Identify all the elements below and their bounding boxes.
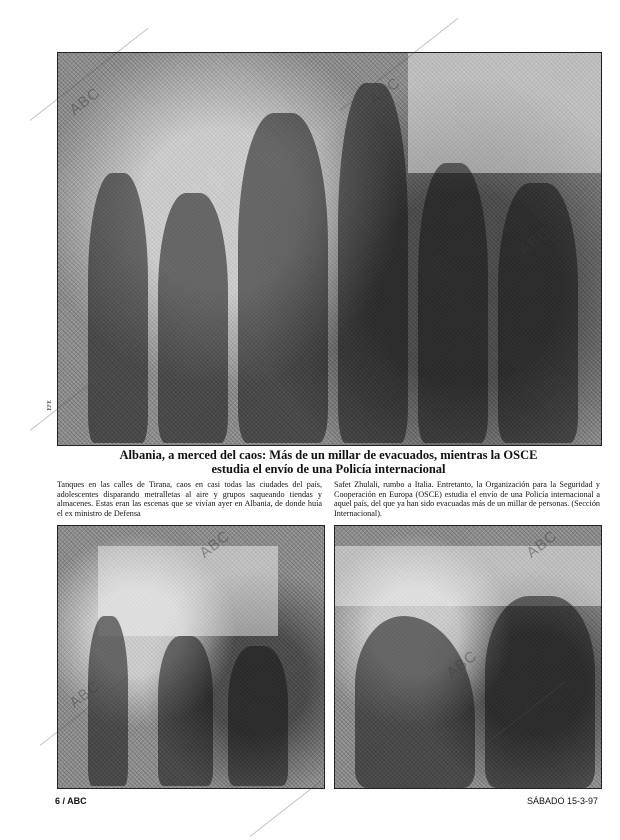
building-facade [98,546,278,636]
lower-right-photo [334,525,602,789]
person-silhouette [485,596,595,788]
person-silhouette [338,83,408,443]
caption-body-right: Safet Zhulali, rumbo a Italia. Entretanto, la Organización para la Seguridad y Cooperación en Europa (OSCE) estudia el envío de una Policía internacional a aquel país, del que ya han sido evacuadas más de un millar de personas. (Sección Internacional). [334,480,601,518]
lower-left-photo [57,525,325,789]
photo-credit: EFE [47,400,53,411]
person-silhouette [498,183,578,443]
caption-body-left: Tanques en las calles de Tirana, caos en casi todas las ciudades del país, adolescentes disparando metralletas al aire y grupos saqueando tiendas y almacenes. Estas eran las escenas que se vivían ayer en Albania, de donde huía el ex ministro de Defensa [57,480,322,518]
watermark-stamp: ABC [66,84,104,119]
person-silhouette [158,636,213,786]
watermark-stamp: ABC [443,647,481,682]
building-facade [335,546,601,606]
page-folio: 6 / ABC [55,796,87,806]
building-facade [408,53,601,173]
watermark-stamp: ABC [196,527,234,562]
headline-line-1: Albania, a merced del caos: Más de un millar de evacuados, mientras la OSCE [119,448,538,462]
person-silhouette [238,113,328,443]
photo-caption-headline [57,448,600,476]
main-photo [57,52,602,446]
person-silhouette [355,616,475,788]
page-date: SÁBADO 15-3-97 [526,796,598,806]
person-silhouette [228,646,288,786]
headline-line-2: estudia el envío de una Policía internacional [211,462,446,476]
watermark-stamp: ABC [516,224,554,259]
watermark-line [250,781,322,837]
watermark-stamp: ABC [66,677,104,712]
person-silhouette [88,173,148,443]
person-silhouette [418,163,488,443]
watermark-stamp: ABC [366,74,404,109]
person-silhouette [158,193,228,443]
watermark-stamp: ABC [523,527,561,562]
